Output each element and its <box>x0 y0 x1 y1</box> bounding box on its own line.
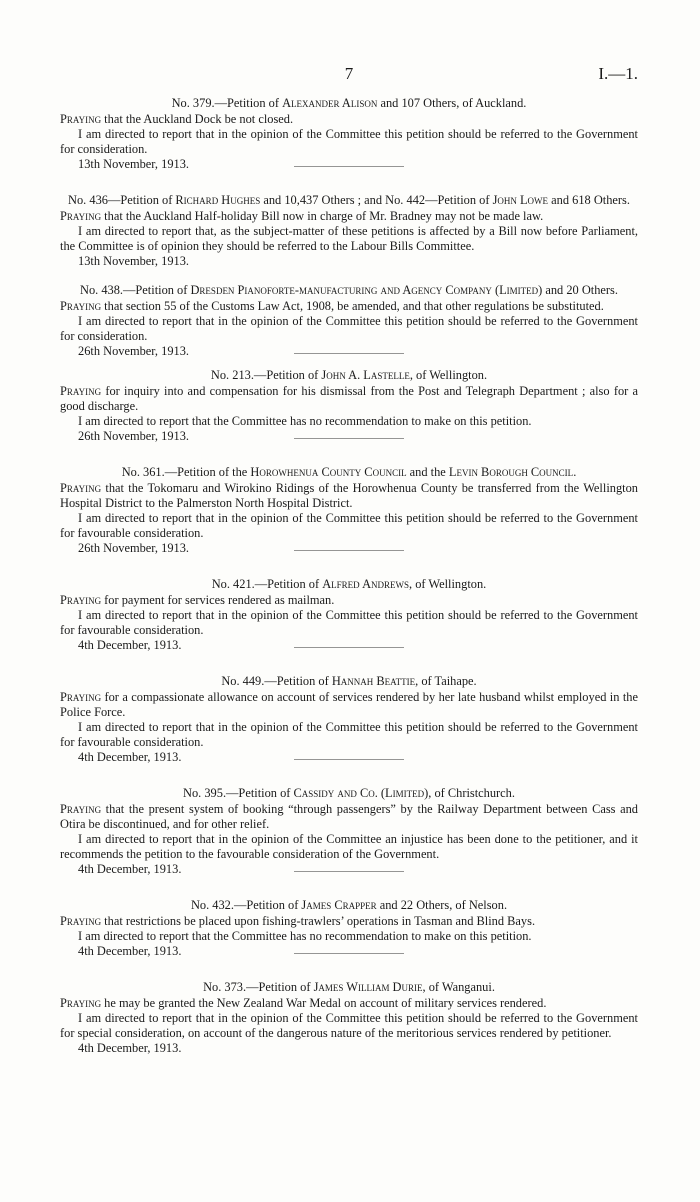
petitioner-name: John A. Lastelle <box>321 368 410 382</box>
separator-rule <box>294 647 404 648</box>
praying-text: that the Auckland Dock be not closed. <box>101 112 294 126</box>
praying-word: Praying <box>60 802 102 816</box>
petition-213 <box>60 368 638 444</box>
petition-395 <box>60 786 638 877</box>
page-number: 7 <box>344 64 354 83</box>
heading-text: , of Wellington. <box>409 577 487 591</box>
heading-text: and 20 Others. <box>542 283 618 297</box>
heading-text: No. 361.—Petition of the <box>121 465 251 479</box>
praying-word: Praying <box>60 914 102 928</box>
report-paragraph: I am directed to report that in the opinion of the Committee this petition should be referred to the Government for special consideration, on account of the dangerous nature of the meritorious services rendered by petitioner. <box>60 1011 638 1040</box>
petition-heading <box>60 193 638 208</box>
praying-word: Praying <box>60 384 102 398</box>
separator-rule <box>294 953 404 954</box>
praying-word: Praying <box>60 209 102 223</box>
petitioner-name: Richard Hughes <box>175 193 261 207</box>
heading-text: and the <box>406 465 449 479</box>
praying-word: Praying <box>60 112 102 126</box>
petitioner-name: Hannah Beattie <box>331 674 416 688</box>
praying-word: Praying <box>60 593 102 607</box>
petition-date: 26th November, 1913. <box>78 344 190 358</box>
heading-text: No. 373.—Petition of <box>203 980 314 994</box>
petitioner-name: Alexander Alison <box>282 96 378 110</box>
petition-438 <box>60 283 638 359</box>
praying-paragraph <box>60 914 638 929</box>
praying-paragraph <box>60 593 638 608</box>
petition-heading <box>60 283 638 298</box>
heading-text: No. 421.—Petition of <box>211 577 323 591</box>
praying-text: for inquiry into and compensation for his dismissal from the Post and Telegraph Department ; also for a good discharge. <box>60 384 638 413</box>
petition-361 <box>60 465 638 556</box>
separator-rule <box>294 550 404 551</box>
petition-heading <box>60 980 638 995</box>
petitioner-name: John Lowe <box>492 193 549 207</box>
heading-text: , of Wanganui. <box>422 980 495 994</box>
petition-date: 4th December, 1913. <box>78 862 182 876</box>
petitioner-name: Cassidy and Co. (Limited) <box>293 786 429 800</box>
petition-heading <box>60 96 638 111</box>
heading-text: , of Wellington. <box>409 368 488 382</box>
report-paragraph: I am directed to report that, as the subject-matter of these petitions is affected by a Bill now before Parliament, the Committee is of opinion they should be referred to the Labour Bills Committee. <box>60 224 638 253</box>
praying-paragraph <box>60 112 638 127</box>
petition-date: 4th December, 1913. <box>78 638 182 652</box>
petition-date: 4th December, 1913. <box>78 944 182 958</box>
report-paragraph: I am directed to report that in the opinion of the Committee this petition should be referred to the Government for consideration. <box>60 314 638 343</box>
separator-rule <box>294 759 404 760</box>
petition-heading <box>60 674 638 689</box>
petitioner-name: James Crapper <box>301 898 377 912</box>
petition-379 <box>60 96 638 172</box>
report-paragraph: I am directed to report that in the opinion of the Committee this petition should be referred to the Government for consideration. <box>60 127 638 156</box>
heading-text: No. 449.—Petition of <box>221 674 332 688</box>
praying-paragraph <box>60 299 638 314</box>
heading-text: No. 436—Petition of <box>68 193 176 207</box>
praying-word: Praying <box>60 299 102 313</box>
praying-text: for a compassionate allowance on account of services rendered by her late husband whilst employed in the Police Force. <box>60 690 638 719</box>
report-paragraph: I am directed to report that in the opinion of the Committee this petition should be referred to the Government for favourable consideration. <box>60 511 638 540</box>
page-header <box>60 66 638 96</box>
heading-text: and 22 Others, of Nelson. <box>376 898 508 912</box>
heading-text: , of Christchurch. <box>428 786 515 800</box>
petition-date: 4th December, 1913. <box>78 1041 182 1055</box>
praying-paragraph <box>60 384 638 414</box>
petition-date: 4th December, 1913. <box>78 750 182 764</box>
separator-rule <box>294 353 404 354</box>
report-paragraph: I am directed to report that in the opinion of the Committee an injustice has been done to the petitioner, and it recommends the petition to the favourable consideration of the Government. <box>60 832 638 861</box>
petition-421 <box>60 577 638 653</box>
heading-text: No. 395.—Petition of <box>183 786 294 800</box>
praying-paragraph <box>60 209 638 224</box>
praying-text: for payment for services rendered as mailman. <box>101 593 335 607</box>
petitioner-name: Levin Borough Council <box>448 465 574 479</box>
praying-word: Praying <box>60 996 102 1010</box>
petition-date: 13th November, 1913. <box>78 254 190 268</box>
petition-436-442 <box>60 193 638 269</box>
petition-heading <box>60 577 638 592</box>
heading-text: No. 438.—Petition of <box>80 283 191 297</box>
petition-heading <box>60 786 638 801</box>
heading-text: , of Taihape. <box>415 674 477 688</box>
praying-text: he may be granted the New Zealand War Medal on account of military services rendered. <box>101 996 547 1010</box>
heading-text: . <box>573 465 577 479</box>
praying-paragraph <box>60 690 638 720</box>
petition-432 <box>60 898 638 959</box>
separator-rule <box>294 871 404 872</box>
praying-text: that section 55 of the Customs Law Act, 1908, be amended, and that other regulations be substituted. <box>101 299 604 313</box>
petition-449 <box>60 674 638 765</box>
praying-text: that the present system of booking “through passengers” by the Railway Department between Cass and Otira be discontinued, and for other relief. <box>60 802 638 831</box>
separator-rule <box>294 166 404 167</box>
heading-text: and 107 Others, of Auckland. <box>377 96 527 110</box>
praying-text: that the Tokomaru and Wirokino Ridings of the Horowhenua County be transferred from the Wellington Hospital District to the Palmerston North Hospital District. <box>60 481 638 510</box>
report-paragraph: I am directed to report that the Committee has no recommendation to make on this petition. <box>78 414 532 428</box>
praying-text: that restrictions be placed upon fishing-trawlers’ operations in Tasman and Blind Bays. <box>101 914 536 928</box>
report-paragraph: I am directed to report that in the opinion of the Committee this petition should be referred to the Government for favourable consideration. <box>60 608 638 637</box>
heading-text: and 618 Others. <box>548 193 630 207</box>
praying-paragraph <box>60 481 638 511</box>
praying-text: that the Auckland Half-holiday Bill now in charge of Mr. Bradney may not be made law. <box>101 209 544 223</box>
document-reference: I.—1. <box>598 64 638 83</box>
petition-heading <box>60 368 638 383</box>
petition-date: 26th November, 1913. <box>78 541 190 555</box>
petition-date: 26th November, 1913. <box>78 429 190 443</box>
petitioner-name: James William Durie <box>313 980 423 994</box>
report-paragraph: I am directed to report that the Committee has no recommendation to make on this petition. <box>78 929 532 943</box>
petitioner-name: Horowhenua County Council <box>250 465 407 479</box>
petition-date: 13th November, 1913. <box>78 157 190 171</box>
praying-word: Praying <box>60 690 102 704</box>
heading-text: and 10,437 Others ; and No. 442—Petition of <box>260 193 493 207</box>
heading-text: No. 213.—Petition of <box>210 368 322 382</box>
petition-heading <box>60 465 638 480</box>
heading-text: No. 379.—Petition of <box>171 96 283 110</box>
petition-373 <box>60 980 638 1056</box>
separator-rule <box>294 438 404 439</box>
praying-word: Praying <box>60 481 102 495</box>
petition-heading <box>60 898 638 913</box>
heading-text: No. 432.—Petition of <box>190 898 302 912</box>
report-paragraph: I am directed to report that in the opinion of the Committee this petition should be referred to the Government for favourable consideration. <box>60 720 638 749</box>
praying-paragraph <box>60 802 638 832</box>
praying-paragraph <box>60 996 638 1011</box>
petitioner-name: Alfred Andrews <box>322 577 410 591</box>
petitioner-name: Dresden Pianoforte-manufacturing and Agency Company (Limited) <box>190 283 543 297</box>
